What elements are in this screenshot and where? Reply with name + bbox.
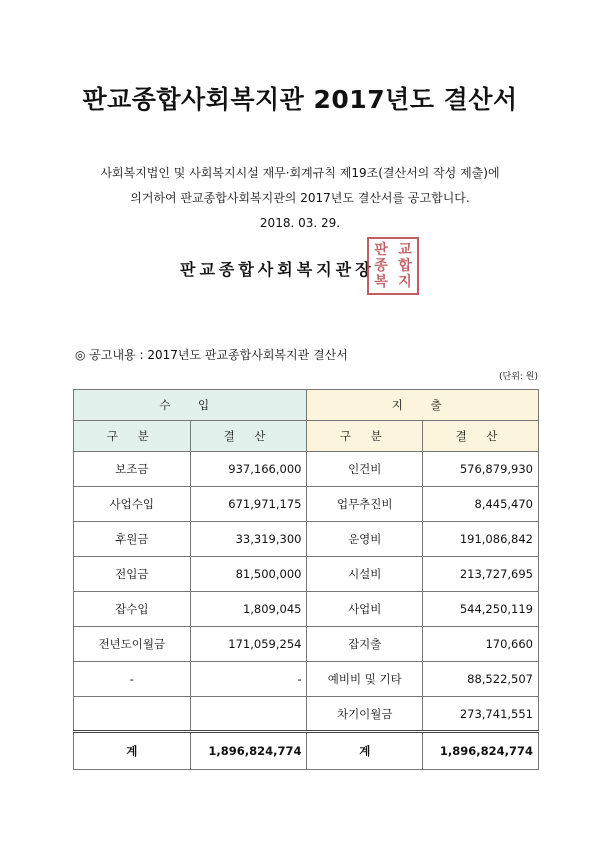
expense-category: 업무추진비 [307,487,423,522]
expense-category: 시설비 [307,557,423,592]
expense-category: 예비비 및 기타 [307,662,423,697]
income-amount: 671,971,175 [190,487,307,522]
expense-category: 잡지출 [307,627,423,662]
table-row [74,452,539,487]
income-total-amount: 1,896,824,774 [190,732,307,770]
table-row [74,557,539,592]
expense-total-label: 계 [307,732,423,770]
expense-category: 인건비 [307,452,423,487]
income-amount: 33,319,300 [190,522,307,557]
income-category: - [74,662,191,697]
table-row [74,627,539,662]
seal-char: 복 [374,274,388,290]
income-amount [190,697,307,732]
seal-char: 지 [398,274,412,290]
seal-char: 종 [374,258,388,274]
expense-category: 차기이월금 [307,697,423,732]
table-row [74,522,539,557]
income-amount: 171,059,254 [190,627,307,662]
table-column-header [74,421,539,452]
notice-text: ◎ 공고내용 : 2017년도 판교종합사회복지관 결산서 [75,348,348,362]
table-row [74,487,539,522]
income-amount: 937,166,000 [190,452,307,487]
intro-text [0,161,600,236]
seal-char: 교 [398,242,412,258]
intro-line-2: 의거하여 판교종합사회복지관의 2017년도 결산서를 공고합니다. [130,191,470,205]
expense-amount: 88,522,507 [423,662,539,697]
income-category: 후원금 [74,522,191,557]
income-amount: 1,809,045 [190,592,307,627]
expense-amount: 544,250,119 [423,592,539,627]
intro-line-1: 사회복지법인 및 사회복지시설 재무·회계규칙 제19조(결산서의 작성 제출)에 [100,166,500,180]
income-category: 사업수입 [74,487,191,522]
table-row [74,697,539,732]
expense-amount: 170,660 [423,627,539,662]
income-category: 전입금 [74,557,191,592]
expense-amount: 213,727,695 [423,557,539,592]
intro-date: 2018. 03. 29. [259,216,341,230]
table-group-header [74,390,539,421]
expense-amount: 191,086,842 [423,522,539,557]
settlement-table [73,389,539,770]
income-amount-header: 결 산 [190,421,307,452]
income-category: 전년도이월금 [74,627,191,662]
table-row [74,662,539,697]
seal-char: 판 [374,242,388,258]
expense-header: 지 출 [307,390,539,421]
official-seal [367,237,419,295]
table-row [74,592,539,627]
expense-category: 운영비 [307,522,423,557]
expense-total-amount: 1,896,824,774 [423,732,539,770]
income-header: 수 입 [74,390,307,421]
signature-block [0,237,600,297]
expense-amount: 8,445,470 [423,487,539,522]
income-amount: - [190,662,307,697]
organization-signature: 판교종합사회복지관장 [180,260,375,279]
page-title: 판교종합사회복지관 2017년도 결산서 [82,85,518,114]
unit-label: (단위: 원) [499,372,538,382]
expense-category-header: 구 분 [307,421,423,452]
seal-char: 합 [398,258,412,274]
expense-amount: 576,879,930 [423,452,539,487]
income-amount: 81,500,000 [190,557,307,592]
expense-amount-header: 결 산 [423,421,539,452]
income-category [74,697,191,732]
income-category: 보조금 [74,452,191,487]
expense-amount: 273,741,551 [423,697,539,732]
expense-category: 사업비 [307,592,423,627]
income-category: 잡수입 [74,592,191,627]
total-row [74,732,539,770]
income-category-header: 구 분 [74,421,191,452]
income-total-label: 계 [74,732,191,770]
